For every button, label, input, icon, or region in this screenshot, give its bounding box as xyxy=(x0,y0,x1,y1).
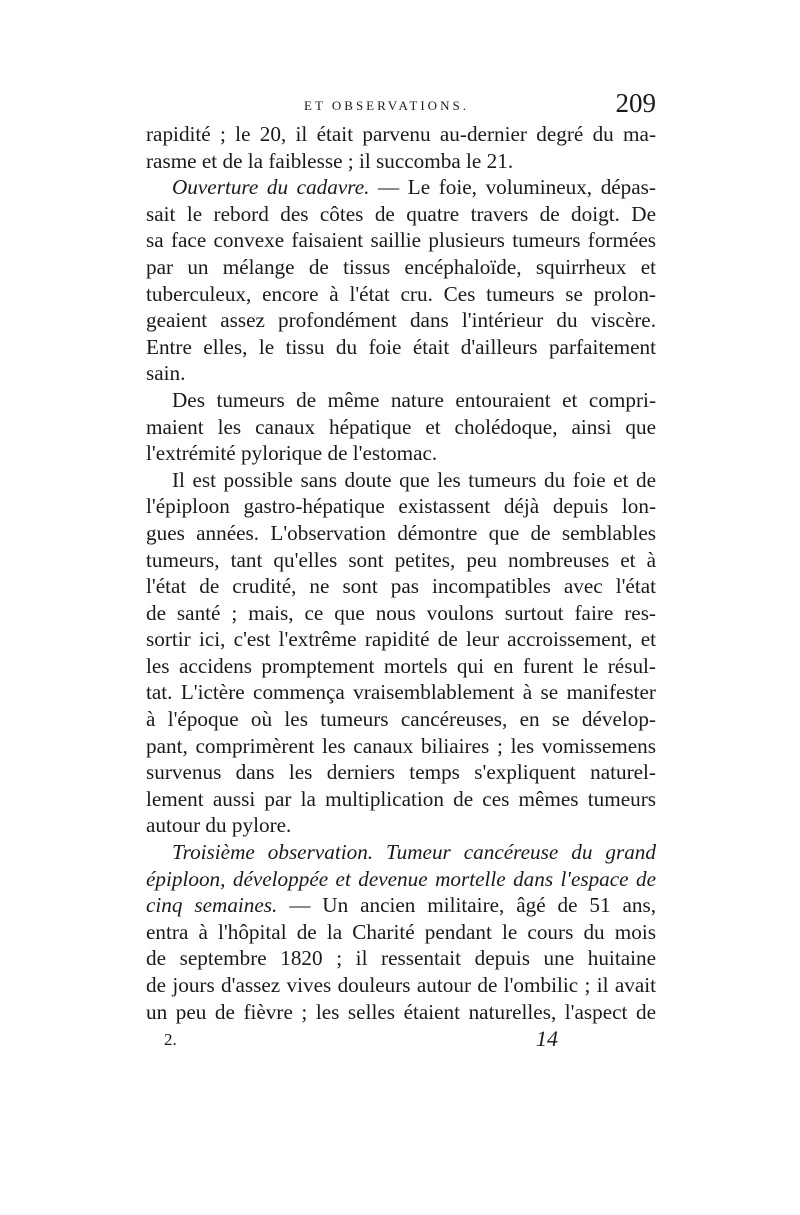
text-line: l'extrémité pylorique de l'estomac. xyxy=(146,441,438,466)
page-footer xyxy=(146,1026,656,1060)
text-line: de santé ; mais, ce que nous voulons surtout faire res- xyxy=(146,600,656,625)
text-line: Troisième observation. Tumeur cancéreuse du grand xyxy=(172,840,656,865)
text-line: Des tumeurs de même nature entouraient et compri- xyxy=(172,387,656,412)
text-line: de septembre 1820 ; il ressentait depuis une huitaine xyxy=(146,946,656,971)
gathering-mark: 14 xyxy=(536,1026,558,1051)
text-line: l'épiploon gastro-hépatique existassent déjà depuis lon- xyxy=(146,494,656,519)
text-line: tuberculeux, encore à l'état cru. Ces tumeurs se prolon- xyxy=(146,281,656,306)
text-line: de jours d'assez vives douleurs autour de l'ombilic ; il avait xyxy=(146,973,656,997)
running-head: ET OBSERVATIONS. xyxy=(304,98,469,113)
text-line: les accidens promptement mortels qui en furent le résul- xyxy=(146,653,656,678)
section-heading: Ouverture du cadavre. xyxy=(172,175,370,200)
text-line: pant, comprimèrent les canaux biliaires ; les vomissemens xyxy=(146,733,656,758)
page-header xyxy=(146,88,656,124)
text-line xyxy=(146,892,656,919)
text-line: autour du pylore. xyxy=(146,813,292,838)
text-line: lement aussi par la multiplication de ces mêmes tumeurs xyxy=(146,786,656,811)
text-line: un peu de fièvre ; les selles étaient naturelles, l'aspect de xyxy=(146,999,656,1024)
text-line: geaient assez profondément dans l'intérieur du viscère. xyxy=(146,308,656,333)
text-line: sait le rebord des côtes de quatre travers de doigt. De xyxy=(146,201,656,226)
text-fragment: — Le foie, volumineux, dépas- xyxy=(369,175,656,200)
text-line xyxy=(146,174,656,201)
text-line: épiploon, développée et devenue mortelle dans l'espace de xyxy=(146,866,656,891)
text-line: sain. xyxy=(146,361,186,386)
text-line: tumeurs, tant qu'elles sont petites, peu nombreuses et à xyxy=(146,547,656,572)
text-line: Entre elles, le tissu du foie était d'ailleurs parfaitement xyxy=(146,334,656,359)
body-text xyxy=(146,121,656,1025)
text-line: rapidité ; le 20, il était parvenu au-dernier degré du ma- xyxy=(146,122,656,146)
text-line: à l'époque où les tumeurs cancéreuses, en se dévelop- xyxy=(146,707,656,732)
signature-mark: 2. xyxy=(164,1030,177,1049)
text-line: gues années. L'observation démontre que de semblables xyxy=(146,520,656,545)
text-line: tat. L'ictère commença vraisemblablement à se manifester xyxy=(146,680,656,705)
text-line: survenus dans les derniers temps s'expliquent naturel- xyxy=(146,760,656,785)
text-line: rasme et de la faiblesse ; il succomba le 21. xyxy=(146,148,514,173)
text-line: sortir ici, c'est l'extrême rapidité de leur accroissement, et xyxy=(146,627,656,652)
text-line: l'état de crudité, ne sont pas incompatibles avec l'état xyxy=(146,574,656,599)
text-line: maient les canaux hépatique et cholédoque, ainsi que xyxy=(146,414,656,439)
page-number: 209 xyxy=(615,88,656,118)
text-line: par un mélange de tissus encéphaloïde, squirrheux et xyxy=(146,254,656,279)
observation-title-end: cinq semaines. xyxy=(146,893,278,918)
text-line: Il est possible sans doute que les tumeurs du foie et de xyxy=(172,467,656,492)
text-line: sa face convexe faisaient saillie plusieurs tumeurs formées xyxy=(146,228,656,253)
text-fragment: — Un ancien militaire, âgé de 51 ans, xyxy=(277,893,656,918)
text-line: entra à l'hôpital de la Charité pendant le cours du mois xyxy=(146,919,656,944)
